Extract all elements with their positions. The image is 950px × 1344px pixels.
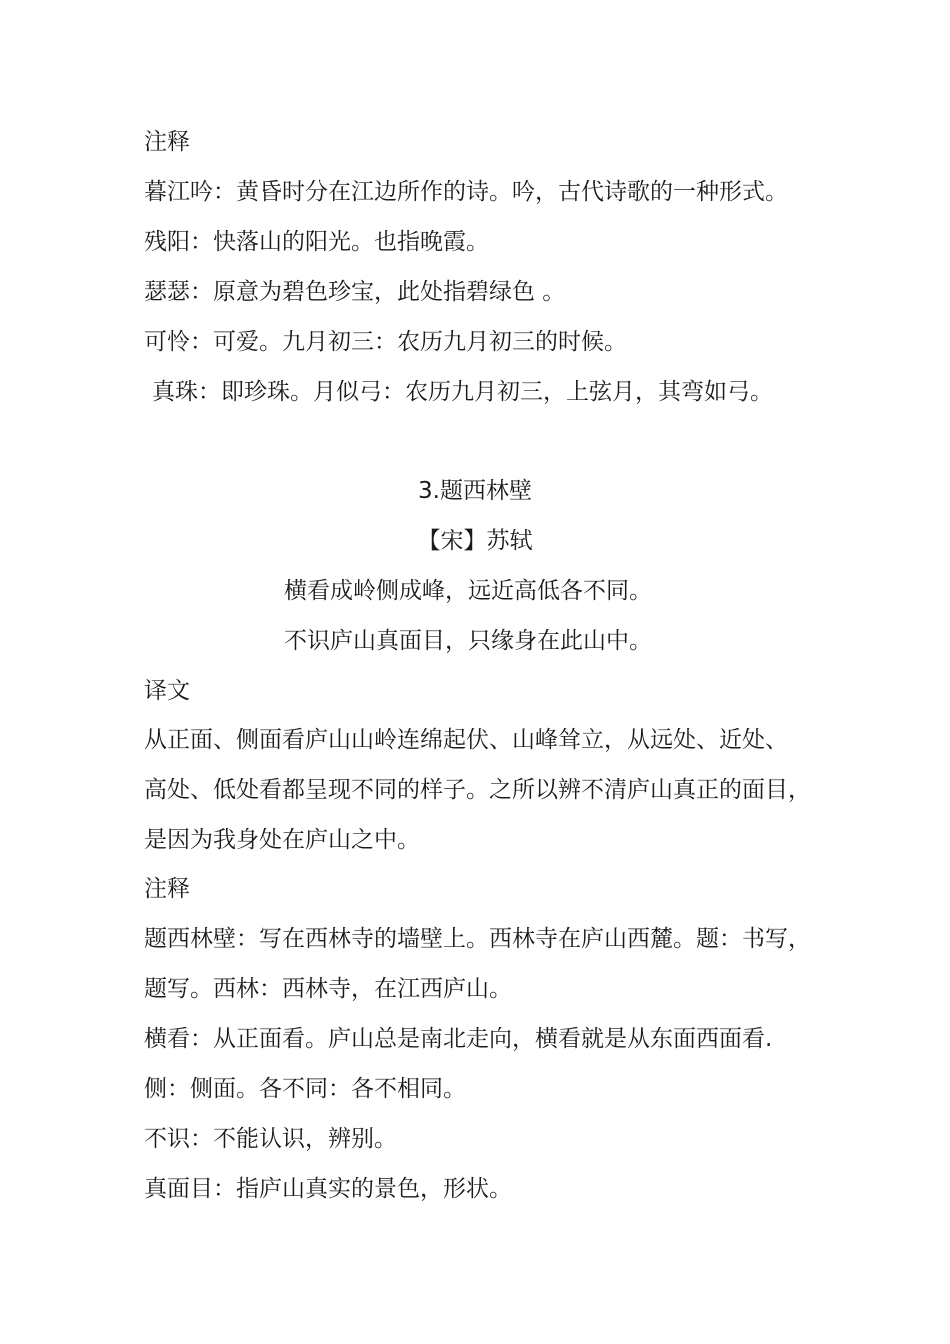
translation-line: 从正面、侧面看庐山山岭连绵起伏、山峰耸立，从远处、近处、: [144, 727, 788, 753]
note-line: 侧：侧面。各不同：各不相同。: [144, 1076, 466, 1102]
note-line: 真面目：指庐山真实的景色，形状。: [144, 1176, 512, 1202]
poem-line: 不识庐山真面目，只缘身在此山中。: [284, 628, 652, 654]
note-line: 残阳：快落山的阳光。也指晚霞。: [144, 229, 489, 255]
poem-title: 3.题西林壁: [418, 478, 532, 504]
note-line: 可怜：可爱。九月初三：农历九月初三的时候。: [144, 329, 627, 355]
poem-line: 横看成岭侧成峰，远近高低各不同。: [284, 578, 652, 604]
notes-heading: 注释: [144, 876, 190, 902]
note-line: 暮江吟：黄昏时分在江边所作的诗。吟，古代诗歌的一种形式。: [144, 179, 788, 205]
poem-author: 【宋】苏轼: [417, 528, 533, 554]
note-line: 题西林壁：写在西林寺的墙壁上。西林寺在庐山西麓。题：书写，: [144, 926, 811, 952]
note-line: 横看：从正面看。庐山总是南北走向，横看就是从东面西面看.: [144, 1026, 773, 1052]
note-line: 不识：不能认识，辨别。: [144, 1126, 397, 1152]
note-line: 真珠：即珍珠。月似弓：农历九月初三，上弦月，其弯如弓。: [152, 379, 773, 405]
note-line: 瑟瑟：原意为碧色珍宝，此处指碧绿色 。: [144, 279, 566, 305]
note-line: 题写。西林：西林寺，在江西庐山。: [144, 976, 512, 1002]
translation-line: 是因为我身处在庐山之中。: [144, 827, 420, 853]
translation-heading: 译文: [144, 678, 190, 704]
translation-line: 高处、低处看都呈现不同的样子。之所以辨不清庐山真正的面目，: [144, 777, 811, 803]
notes-heading: 注释: [144, 129, 190, 155]
